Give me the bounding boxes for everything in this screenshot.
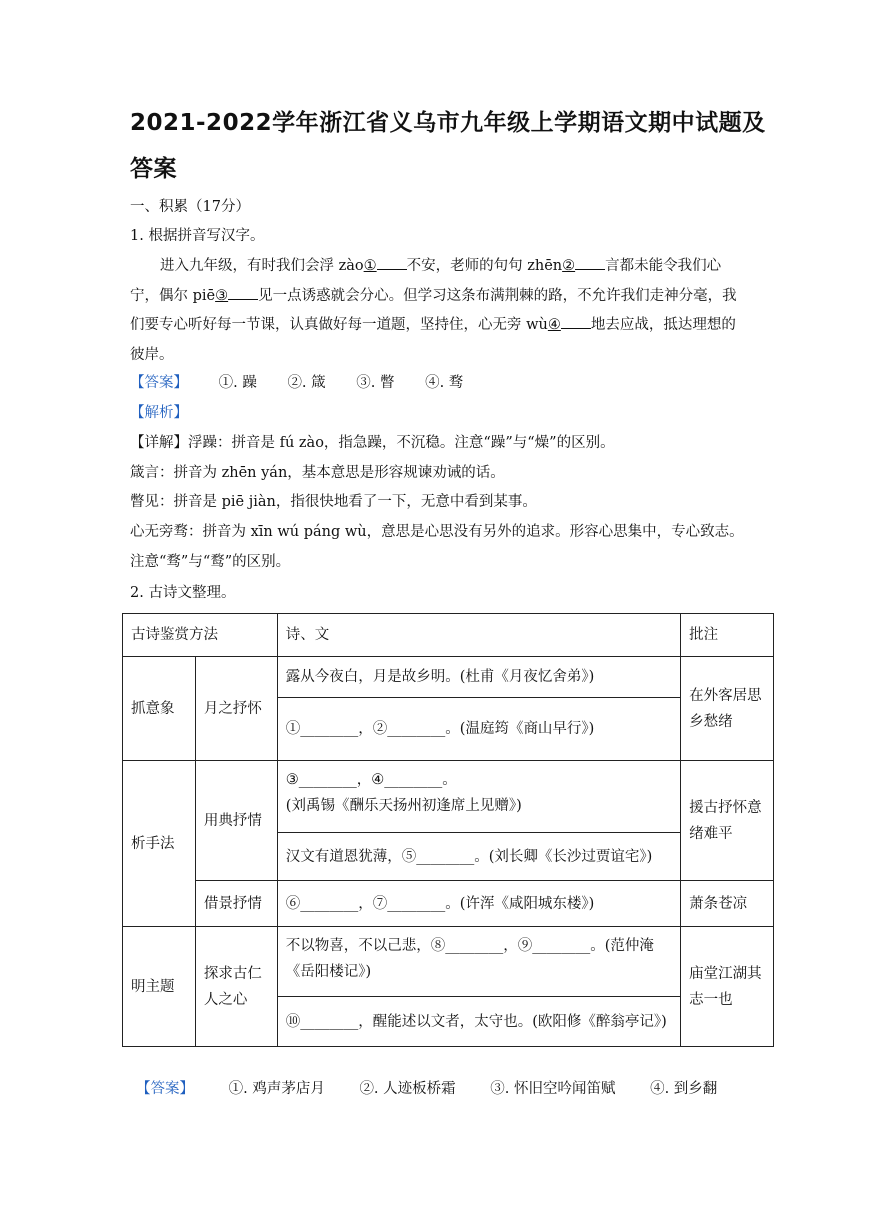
answer-item: ②. 人迹板桥霜 (359, 1081, 456, 1097)
answer-tag: 【答案】 (136, 1081, 194, 1097)
answer-tag: 【答案】 (130, 375, 188, 391)
submethod-cell: 用典抒情 (195, 761, 277, 881)
text-cell: 汉文有道恩犹薄，⑤________。(刘长卿《长沙过贾谊宅》) (277, 833, 680, 881)
answer-item: ①. 躁 (218, 375, 257, 391)
answer-row (136, 1078, 717, 1100)
submethod-cell: 探求古仁人之心 (195, 927, 277, 1047)
question-1-stem: 1. 根据拼音写汉字。 (130, 228, 265, 244)
answer-row (130, 373, 463, 393)
text-line: (刘禹锡《酬乐天扬州初逢席上见赠》) (285, 798, 522, 814)
header-note: 批注 (681, 614, 774, 657)
table-header-row (123, 614, 774, 657)
table-row (123, 927, 774, 997)
page-title: 2021-2022学年浙江省义乌市九年级上学期语文期中试题及答案 (130, 110, 766, 182)
answer-blank (561, 314, 591, 329)
method-cell: 抓意象 (123, 657, 196, 761)
note-cell: 庙堂江湖其志一也 (681, 927, 774, 1047)
blank-marker: ③ (215, 287, 229, 304)
text-cell (277, 761, 680, 833)
header-text: 诗、文 (277, 614, 680, 657)
detail-line: 心无旁骛：拼音为 xīn wú páng wù，意思是心思没有另外的追求。形容心思集中，专心致志。注意“骛”与“鹜”的区别。 (130, 524, 744, 570)
text-line: ③________，④________。 (285, 772, 457, 788)
answer-item: ③. 瞥 (356, 375, 395, 391)
text-cell: ⑥________，⑦________。(许浑《咸阳城东楼》) (277, 881, 680, 927)
detail-line (130, 433, 615, 453)
blank-marker: ④ (547, 317, 561, 333)
text-cell: 不以物喜，不以己悲，⑧________，⑨________。(范仲淹《岳阳楼记》) (277, 927, 680, 997)
answer-item: ③. 怀旧空吟闻笛赋 (490, 1081, 616, 1097)
answer-blank (377, 255, 407, 270)
passage-text: 言都未能令我们心宁，偶尔 piē (130, 258, 722, 304)
submethod-cell: 借景抒情 (195, 881, 277, 927)
text-cell: ⑩________，醒能述以文者，太守也。(欧阳修《醉翁亭记》) (277, 997, 680, 1047)
note-cell: 在外客居思乡愁绪 (681, 657, 774, 761)
detail-text: 浮躁：拼音是 fú zào，指急躁，不沉稳。注意“躁”与“燥”的区别。 (188, 435, 615, 451)
table-row (123, 881, 774, 927)
question-2-stem: 2. 古诗文整理。 (130, 585, 236, 601)
method-cell: 析手法 (123, 761, 196, 927)
note-cell: 援古抒怀意绪难平 (681, 761, 774, 881)
note-cell: 萧条苍凉 (681, 881, 774, 927)
text-cell: ①________，②________。(温庭筠《商山早行》) (277, 698, 680, 761)
header-method: 古诗鉴赏方法 (123, 614, 278, 657)
question-1-passage (130, 252, 745, 370)
passage-text: 地去应战，抵达理想的彼岸。 (130, 317, 736, 363)
poetry-table (122, 613, 774, 1047)
method-cell: 明主题 (123, 927, 196, 1047)
text-cell: 露从今夜白，月是故乡明。(杜甫《月夜忆舍弟》) (277, 657, 680, 698)
detail-tag: 【详解】 (130, 435, 188, 451)
answer-item: ④. 骛 (425, 375, 464, 391)
detail-line: 瞥见：拼音是 piē jiàn，指很快地看了一下，无意中看到某事。 (130, 494, 537, 510)
blank-marker: ① (363, 258, 377, 274)
table-row (123, 657, 774, 698)
answer-item: ①. 鸡声茅店月 (228, 1081, 325, 1097)
passage-text: 不安，老师的句句 zhēn (406, 258, 563, 274)
passage-text: 进入九年级，有时我们会浮 zào (160, 258, 364, 274)
blank-marker: ② (562, 258, 576, 274)
section-heading: 一、积累（17分） (130, 199, 250, 215)
analysis-tag: 【解析】 (130, 405, 188, 421)
answer-item: ④. 到乡翻 (650, 1081, 718, 1097)
detail-line: 箴言：拼音为 zhēn yán，基本意思是形容规谏劝诫的话。 (130, 465, 505, 481)
answer-item: ②. 箴 (287, 375, 326, 391)
passage-text: 见一点诱惑就会分心。但学习这条布满荆棘的路，不允许我们走神分毫，我们要专心听好每一节课，认真做好每一道题，坚持住，心无旁 wù (130, 287, 737, 333)
submethod-cell: 月之抒怀 (195, 657, 277, 761)
answer-blank (228, 285, 258, 300)
table-row (123, 761, 774, 833)
answer-blank (575, 255, 605, 270)
